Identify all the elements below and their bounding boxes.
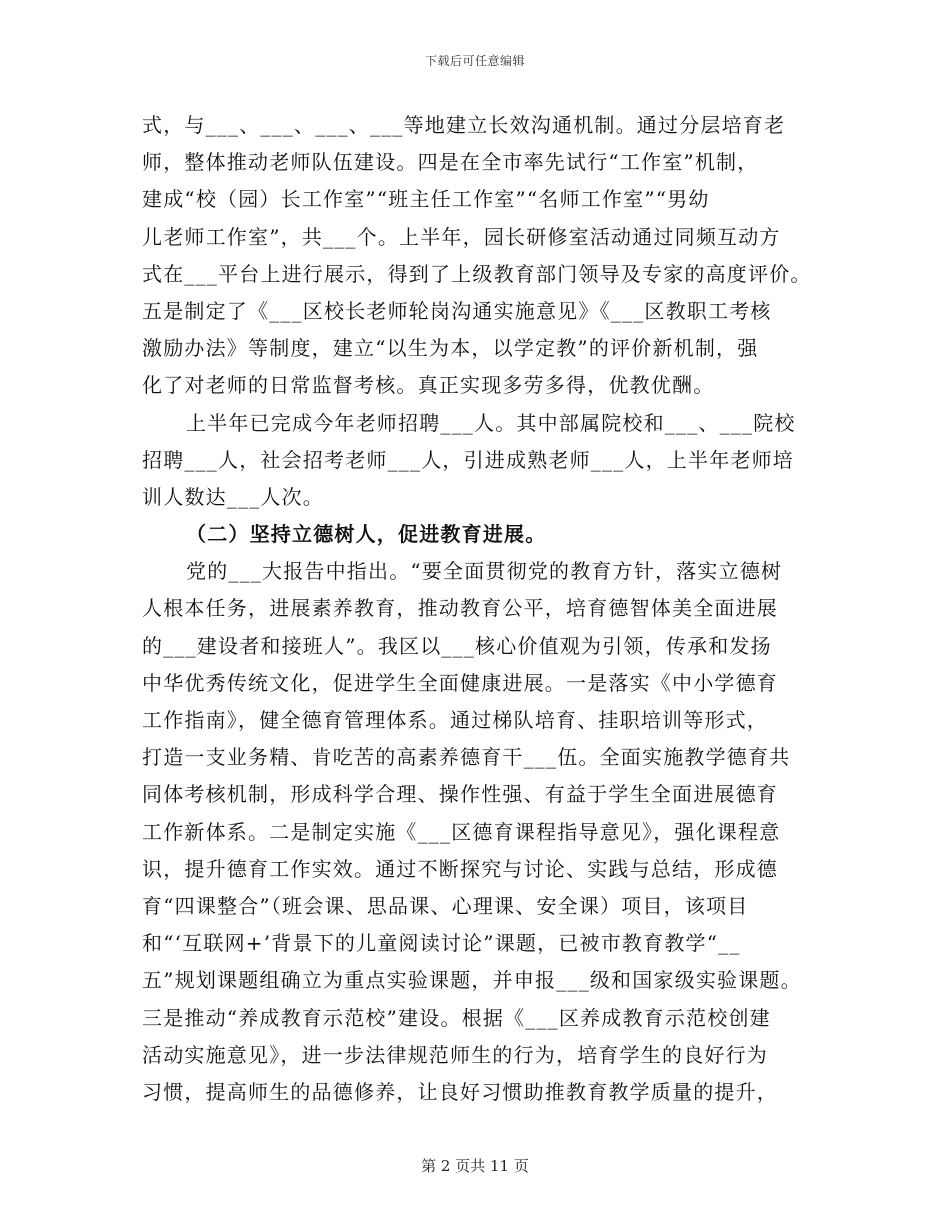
- document-body: [142, 107, 822, 1111]
- text-line: 打造一支业务精、肯吃苦的高素养德育干___伍。全面实施教学德育共: [142, 745, 791, 770]
- text-line: 识，提升德育工作实效。通过不断探究与讨论、实践与总结，形成德: [142, 856, 778, 881]
- text-line: 育“四课整合”（班会课、思品课、心理课、安全课）项目，该项目: [142, 893, 749, 918]
- text-line: 训人数达___人次。: [142, 484, 324, 509]
- text-line: 三是推动“养成教育示范校”建设。根据《___区养成教育示范校创建: [142, 1005, 771, 1030]
- paragraph-start-line: 党的___大报告中指出。“要全面贯彻党的教育方针，落实立德树: [186, 559, 783, 584]
- text-line: 师，整体推动老师队伍建设。四是在全市率先试行“工作室”机制，: [142, 150, 759, 175]
- page-footer: 第 2 页共 11 页: [421, 1157, 529, 1175]
- text-line: 建成“校（园）长工作室”“班主任工作室”“名师工作室”“男幼: [142, 187, 710, 212]
- text-line: 儿老师工作室”，共___个。上半年，园长研修室活动通过同频互动方: [142, 224, 781, 249]
- text-line: 五”规划课题组确立为重点实验课题，并申报___级和国家级实验课题。: [142, 968, 802, 993]
- text-line: 同体考核机制，形成科学合理、操作性强、有益于学生全面进展德育: [142, 782, 778, 807]
- text-line: 活动实施意见》，进一步法律规范师生的行为，培育学生的良好行为: [142, 1042, 768, 1067]
- text-line: 化了对老师的日常监督考核。真正实现多劳多得，优教优酬。: [142, 373, 715, 398]
- text-line: 激励办法》等制度，建立“以生为本，以学定教”的评价新机制，强: [142, 336, 759, 361]
- text-line: 式，与___、___、___、___等地建立长效沟通机制。通过分层培育老: [142, 113, 786, 137]
- page-header: 下载后可任意编辑: [424, 54, 525, 68]
- text-line: 工作指南》，健全德育管理体系。通过梯队培育、挂职培训等形式，: [142, 708, 768, 732]
- text-line: 招聘___人，社会招考老师___人，引进成熟老师___人，上半年老师培: [142, 447, 794, 472]
- text-line: 工作新体系。二是制定实施《___区德育课程指导意见》，强化课程意: [142, 819, 781, 844]
- text-line: 五是制定了《___区校长老师轮岗沟通实施意见》《___区教职工考核: [142, 298, 772, 323]
- text-line: 和“‘互联网+’背景下的儿童阅读讨论”课题，已被市教育教学“__: [142, 931, 741, 956]
- section-heading: （二）坚持立德树人，促进教育进展。: [186, 522, 547, 547]
- text-line: 式在___平台上进行展示，得到了上级教育部门领导及专家的高度评价。: [142, 261, 812, 286]
- paragraph-start-line: 上半年已完成今年老师招聘___人。其中部属院校和___、___院校: [186, 410, 796, 435]
- text-line: 习惯，提高师生的品德修养，让良好习惯助推教育教学质量的提升，: [142, 1079, 778, 1104]
- text-line: 的___建设者和接班人”。我区以___核心价值观为引领，传承和发扬: [142, 633, 772, 658]
- text-line: 人根本任务，进展素养教育，推动教育公平，培育德智体美全面进展: [142, 596, 778, 621]
- text-line: 中华优秀传统文化，促进学生全面健康进展。一是落实《中小学德育: [142, 670, 778, 695]
